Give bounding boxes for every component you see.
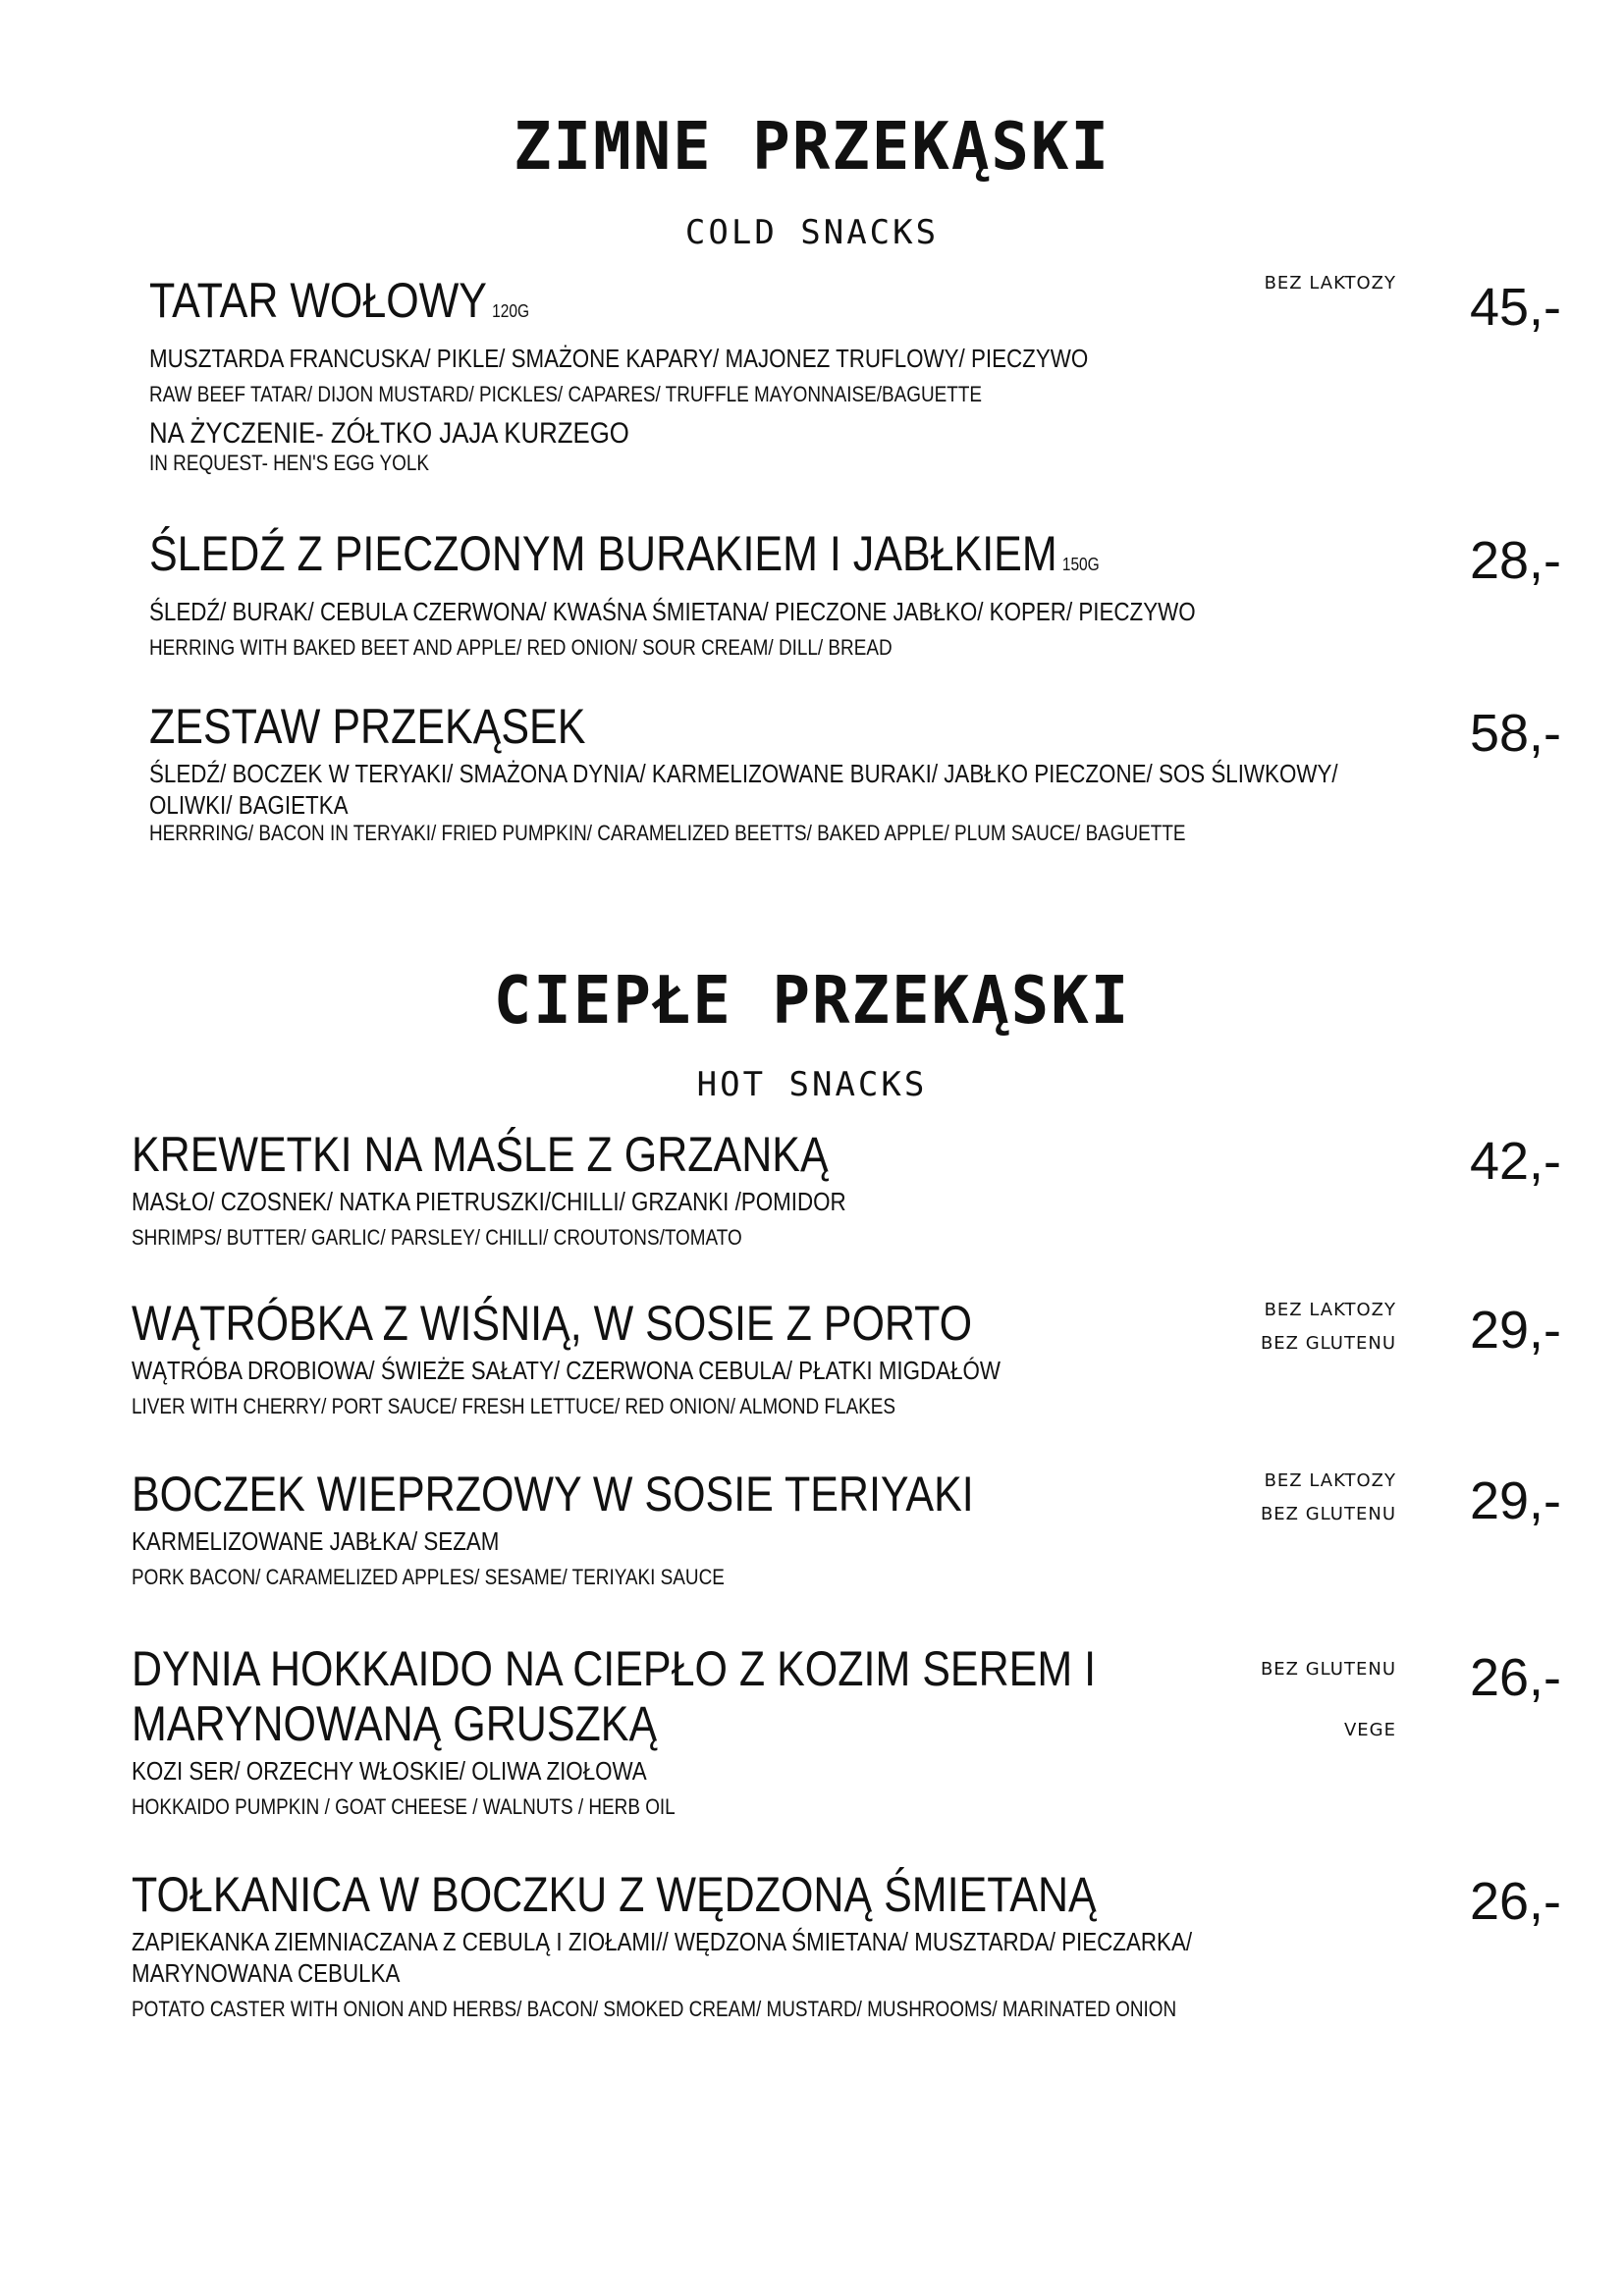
menu-item-tatar — [149, 273, 1426, 476]
item-title: ZESTAW PRZEKĄSEK — [149, 699, 586, 754]
item-extra-en: IN REQUEST- HEN'S EGG YOLK — [149, 451, 430, 475]
menu-item-sledz — [149, 526, 1426, 663]
item-price: 42,- — [1469, 1132, 1561, 1191]
diet-tag: BEZ GLUTENU — [1260, 1504, 1396, 1524]
menu-item-boczek — [132, 1467, 1408, 1592]
menu-item-watrobka — [132, 1296, 1408, 1421]
item-description-pl: ŚLEDŹ/ BOCZEK W TERYAKI/ SMAŻONA DYNIA/ KARMELIZOWANE BURAKI/ JABŁKO PIECZONE/ SOS ŚLIWKOWY/ OLIWKI/ BAGIETKA — [149, 759, 1338, 820]
item-description-en: RAW BEEF TATAR/ DIJON MUSTARD/ PICKLES/ CAPARES/ TRUFFLE MAYONNAISE/BAGUETTE — [149, 382, 983, 406]
section-title-cold: ZIMNE PRZEKĄSKI — [514, 109, 1110, 186]
item-description-pl: MASŁO/ CZOSNEK/ NATKA PIETRUSZKI/CHILLI/ GRZANKI /POMIDOR — [132, 1187, 846, 1216]
item-name — [149, 526, 1426, 592]
item-description-en: SHRIMPS/ BUTTER/ GARLIC/ PARSLEY/ CHILLI/ CROUTONS/TOMATO — [132, 1225, 742, 1250]
item-extra-pl: NA ŻYCZENIE- ZÓŁTKO JAJA KURZEGO — [149, 417, 629, 450]
item-price: 29,- — [1469, 1301, 1561, 1360]
item-name — [132, 1641, 1113, 1751]
item-name — [132, 1127, 1408, 1182]
item-title: TATAR WOŁOWY — [149, 273, 487, 328]
item-description-en: HERRING WITH BAKED BEET AND APPLE/ RED ONION/ SOUR CREAM/ DILL/ BREAD — [149, 635, 893, 660]
item-description-en: POTATO CASTER WITH ONION AND HERBS/ BACON/ SMOKED CREAM/ MUSTARD/ MUSHROOMS/ MARINATED ONION — [132, 1997, 1177, 2021]
section-subtitle-hot: HOT SNACKS — [696, 1065, 928, 1104]
diet-tag: BEZ LAKTOZY — [1264, 1300, 1396, 1320]
item-description-en: HOKKAIDO PUMPKIN / GOAT CHEESE / WALNUTS / HERB OIL — [132, 1794, 676, 1819]
item-title: KREWETKI NA MAŚLE Z GRZANKĄ — [132, 1127, 829, 1182]
diet-tag: VEGE — [1343, 1720, 1396, 1740]
menu-item-krewetki — [132, 1127, 1408, 1253]
item-title: ŚLEDŹ Z PIECZONYM BURAKIEM I JABŁKIEM — [149, 526, 1057, 581]
diet-tag: BEZ LAKTOZY — [1264, 273, 1396, 294]
item-description-pl: ZAPIEKANKA ZIEMNIACZANA Z CEBULĄ I ZIOŁAMI// WĘDZONA ŚMIETANA/ MUSZTARDA/ PIECZARKA/ MARYNOWANA CEBULKA — [132, 1927, 1193, 1988]
item-price: 26,- — [1469, 1872, 1561, 1931]
item-description-en: PORK BACON/ CARAMELIZED APPLES/ SESAME/ TERIYAKI SAUCE — [132, 1565, 725, 1589]
item-title: WĄTRÓBKA Z WIŚNIĄ, W SOSIE Z PORTO — [132, 1296, 973, 1351]
section-title-hot: CIEPŁE PRZEKĄSKI — [493, 963, 1131, 1040]
menu-item-dynia — [132, 1641, 1408, 1822]
item-price: 29,- — [1469, 1471, 1561, 1530]
item-title: DYNIA HOKKAIDO NA CIEPŁO Z KOZIM SEREM I MARYNOWANĄ GRUSZKĄ — [132, 1641, 1097, 1751]
item-description-pl: MUSZTARDA FRANCUSKA/ PIKLE/ SMAŻONE KAPARY/ MAJONEZ TRUFLOWY/ PIECZYWO — [149, 344, 1089, 373]
item-weight: 150G — [1061, 555, 1100, 574]
item-description-pl: KOZI SER/ ORZECHY WŁOSKIE/ OLIWA ZIOŁOWA — [132, 1756, 647, 1786]
item-price: 28,- — [1469, 531, 1561, 590]
menu-item-tolkanica — [132, 1867, 1408, 2024]
item-name — [149, 273, 1426, 339]
section-subtitle-cold: COLD SNACKS — [684, 213, 940, 252]
diet-tag: BEZ GLUTENU — [1260, 1659, 1396, 1680]
menu-item-zestaw — [149, 699, 1426, 848]
item-name — [132, 1467, 1408, 1522]
item-weight: 120G — [492, 301, 530, 321]
item-price: 45,- — [1469, 278, 1561, 337]
item-description-pl: KARMELIZOWANE JABŁKA/ SEZAM — [132, 1526, 500, 1556]
diet-tag: BEZ GLUTENU — [1260, 1333, 1396, 1354]
item-price: 26,- — [1469, 1648, 1561, 1707]
item-description-en: HERRRING/ BACON IN TERYAKI/ FRIED PUMPKIN/ CARAMELIZED BEETTS/ BAKED APPLE/ PLUM SAUCE/ BAGUETTE — [149, 821, 1186, 845]
item-description-pl: WĄTRÓBA DROBIOWA/ ŚWIEŻE SAŁATY/ CZERWONA CEBULA/ PŁATKI MIGDAŁÓW — [132, 1356, 1001, 1385]
item-name — [132, 1867, 1408, 1922]
item-price: 58,- — [1469, 704, 1561, 763]
item-name — [132, 1296, 1408, 1351]
item-title: BOCZEK WIEPRZOWY W SOSIE TERIYAKI — [132, 1467, 974, 1522]
item-description-pl: ŚLEDŹ/ BURAK/ CEBULA CZERWONA/ KWAŚNA ŚMIETANA/ PIECZONE JABŁKO/ KOPER/ PIECZYWO — [149, 597, 1196, 626]
item-description-en: LIVER WITH CHERRY/ PORT SAUCE/ FRESH LETTUCE/ RED ONION/ ALMOND FLAKES — [132, 1394, 895, 1418]
diet-tag: BEZ LAKTOZY — [1264, 1470, 1396, 1491]
item-name — [149, 699, 1426, 754]
item-title: TOŁKANICA W BOCZKU Z WĘDZONĄ ŚMIETANĄ — [132, 1867, 1097, 1922]
